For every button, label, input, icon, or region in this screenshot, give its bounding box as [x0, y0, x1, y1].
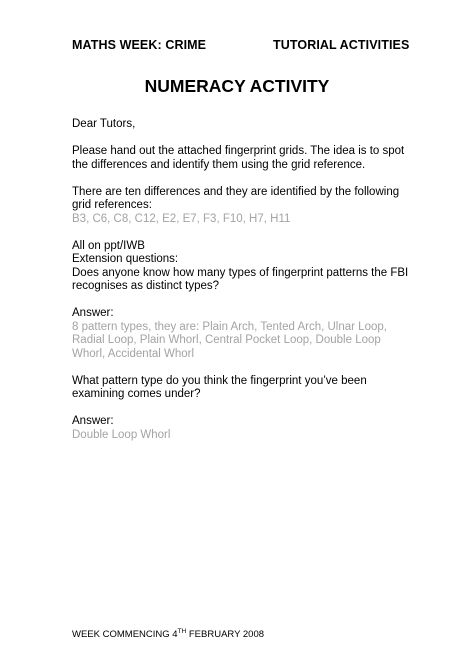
extension-line: recognises as distinct types? [72, 280, 220, 292]
answer-2-paragraph [72, 415, 407, 442]
header-right: TUTORIAL ACTIVITIES [273, 38, 410, 52]
differences-paragraph [72, 186, 407, 227]
grid-references-answer: B3, C6, C8, C12, E2, E7, F3, F10, H7, H11 [72, 212, 291, 225]
page-title: NUMERACY ACTIVITY [144, 76, 330, 96]
differences-line: There are ten differences and they are identified by the following [72, 185, 400, 198]
page-footer [72, 629, 264, 640]
extension-line: Does anyone know how many types of fingerprint patterns the FBI [72, 266, 409, 279]
answer-1-paragraph [72, 307, 407, 361]
answer-1-line: 8 pattern types, they are: Plain Arch, Tented Arch, Ulnar Loop, [72, 320, 387, 333]
question-2-paragraph [72, 375, 407, 402]
footer-suffix: FEBRUARY 2008 [186, 629, 265, 640]
salutation [72, 118, 407, 132]
document-body [72, 118, 407, 456]
intro-paragraph [72, 145, 407, 172]
intro-line: the differences and identify them using the grid reference. [72, 158, 366, 171]
extension-line: Extension questions: [72, 253, 179, 265]
page-header [72, 38, 410, 52]
answer-2-label: Answer: [72, 415, 114, 427]
extension-line: All on ppt/IWB [72, 239, 145, 252]
header-left: MATHS WEEK: CRIME [72, 38, 207, 52]
differences-line: grid references: [72, 199, 152, 211]
footer-superscript: TH [177, 628, 187, 635]
question-2-line: What pattern type do you think the fingerprint you’ve been [72, 374, 367, 387]
answer-1-line: Radial Loop, Plain Whorl, Central Pocket Loop, Double Loop [72, 334, 381, 346]
answer-1-label: Answer: [72, 307, 114, 319]
extension-paragraph [72, 240, 407, 294]
answer-2-text: Double Loop Whorl [72, 428, 171, 441]
intro-line: Please hand out the attached fingerprint grids. The idea is to spot [72, 145, 405, 157]
footer-prefix: WEEK COMMENCING 4 [72, 629, 178, 640]
salutation-text: Dear Tutors, [72, 118, 136, 130]
answer-1-line: Whorl, Accidental Whorl [72, 347, 195, 360]
question-2-line: examining comes under? [72, 388, 201, 400]
